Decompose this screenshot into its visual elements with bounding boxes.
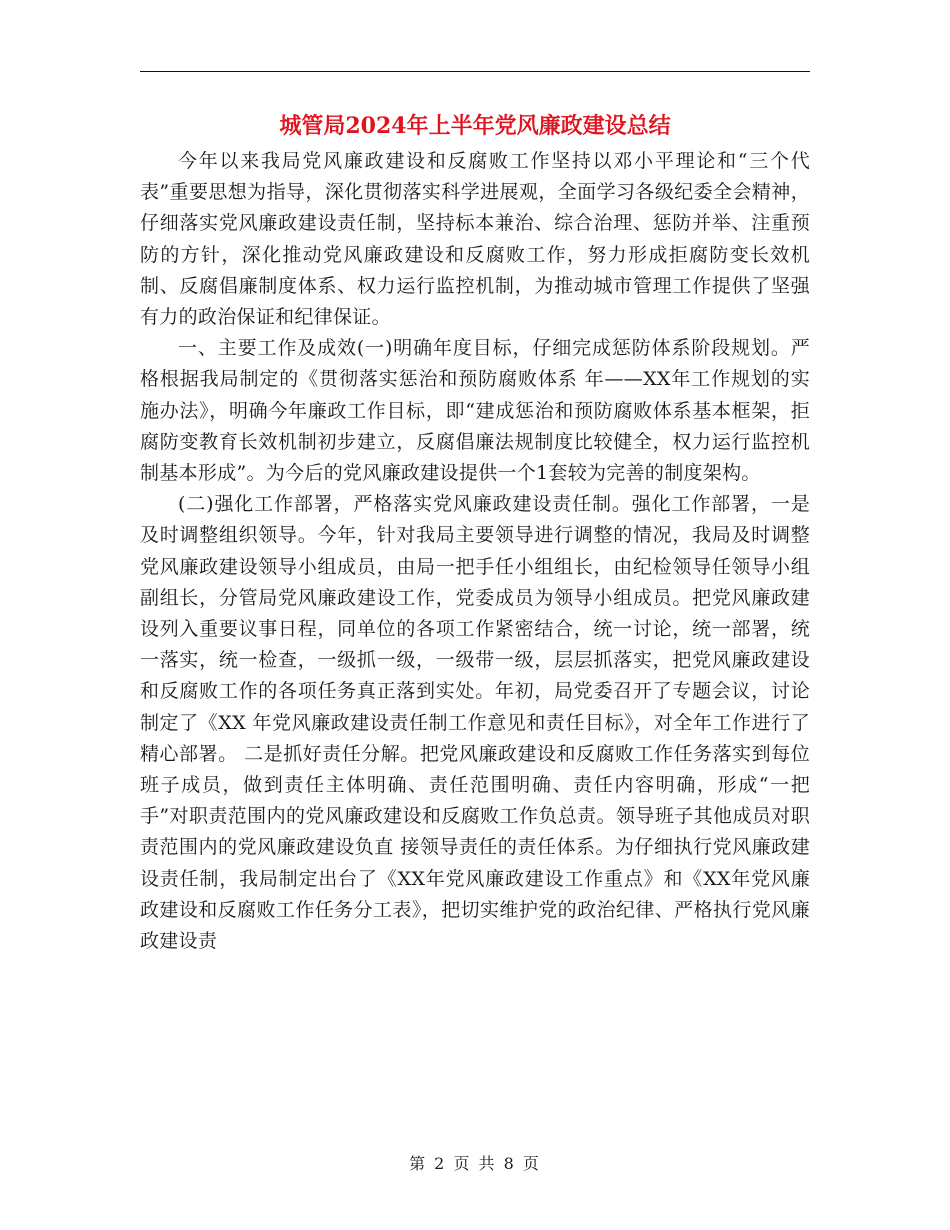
- paragraph: 今年以来我局党风廉政建设和反腐败工作坚持以邓小平理论和“三个代表”重要思想为指导，深化贯彻落实科学进展观，全面学习各级纪委全会精神，仔细落实党风廉政建设责任制，坚持标本兼治、综合治理、惩防并举、注重预防的方针，深化推动党风廉政建设和反腐败工作，努力形成拒腐防变长效机制、反腐倡廉制度体系、权力运行监控机制，为推动城市管理工作提供了坚强有力的政治保证和纪律保证。: [140, 150, 810, 329]
- document-body: [140, 146, 810, 957]
- paragraph: 一、主要工作及成效(一)明确年度目标，仔细完成惩防体系阶段规划。严格根据我局制定的《贯彻落实惩治和预防腐败体系 年——XX年工作规划的实施办法》，明确今年廉政工作目标，即“建成惩治和预防腐败体系基本框架，拒腐防变教育长效机制初步建立，反腐倡廉法规制度比较健全，权力运行监控机制基本形成”。为今后的党风廉政建设提供一个1套较为完善的制度架构。: [140, 337, 810, 485]
- header-rule: [140, 71, 810, 72]
- paragraph: (二)强化工作部署，严格落实党风廉政建设责任制。强化工作部署，一是及时调整组织领导。今年，针对我局主要领导进行调整的情况，我局及时调整党风廉政建设领导小组成员，由局一把手任小组组长，由纪检领导任领导小组副组长，分管局党风廉政建设工作，党委成员为领导小组成员。把党风廉政建设列入重要议事日程，同单位的各项工作紧密结合，统一讨论，统一部署，统一落实，统一检查，一级抓一级，一级带一级，层层抓落实，把党风廉政建设和反腐败工作的各项任务真正落到实处。年初，局党委召开了专题会议，讨论制定了《XX 年党风廉政建设责任制工作意见和责任目标》，对全年工作进行了精心部署。 二是抓好责任分解。把党风廉政建设和反腐败工作任务落实到每位班子成员，做到责任主体明确、责任范围明确、责任内容明确，形成“一把手”对职责范围内的党风廉政建设和反腐败工作负总责。领导班子其他成员对职责范围内的党风廉政建设负直 接领导责任的责任体系。为仔细执行党风廉政建设责任制，我局制定出台了《XX年党风廉政建设工作重点》和《XX年党风廉政建设和反腐败工作任务分工表》，把切实维护党的政治纪律、严格执行党风廉政建设责: [140, 493, 810, 953]
- document-title: 城管局2024年上半年党风廉政建设总结: [279, 113, 671, 139]
- page-number: 第 2 页 共 8 页: [409, 1154, 541, 1173]
